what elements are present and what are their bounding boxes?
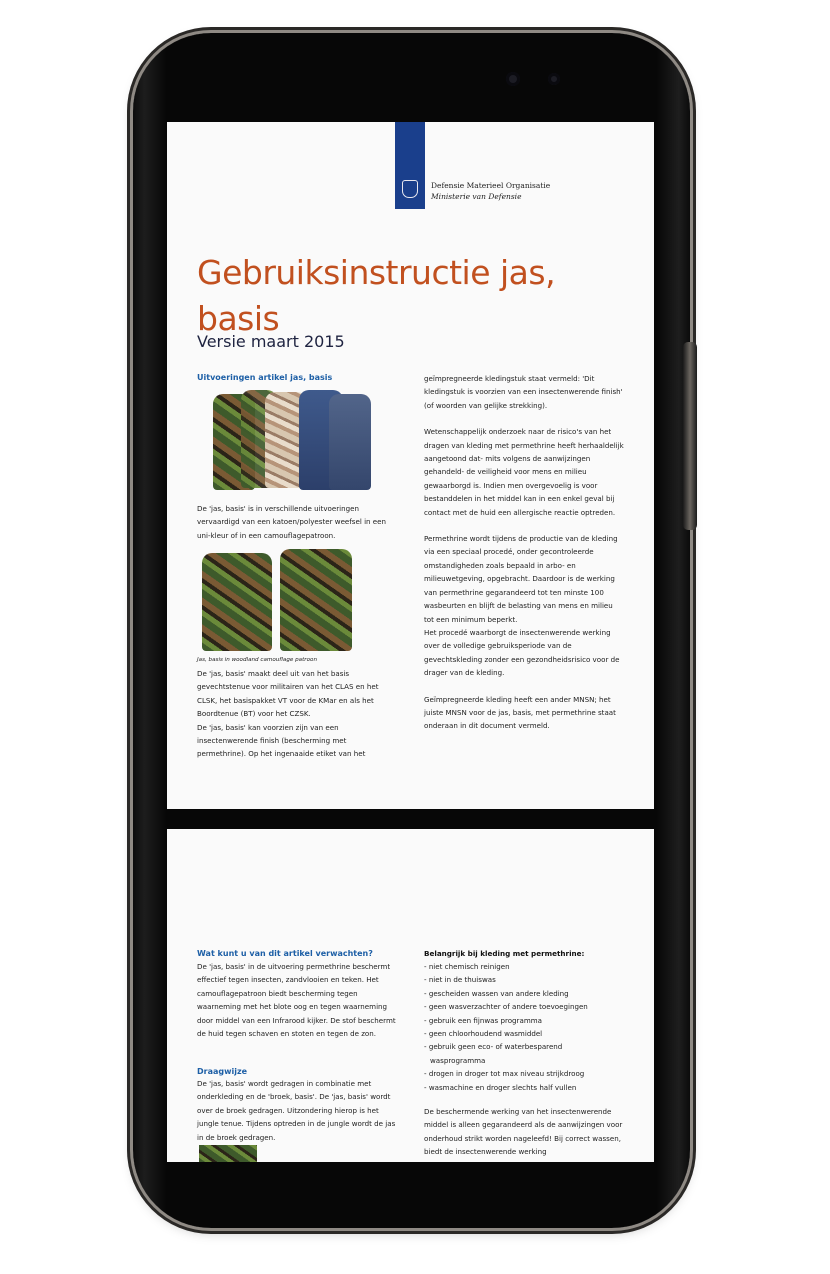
closing-text: De beschermende werking van het insectenwerende middel is alleen gegarandeerd als de aanwijzingen voor onderhoud strikt worden nageleefd! Bij correct wassen, biedt de insectenwerende werking [424,1107,623,1157]
paragraph: Permethrine wordt tijdens de productie van de kleding via een speciaal procedé, onder gecontroleerde omstandigheden zoals bepaald in arbo- en milieuwetgeving, opgebracht. Daardoor is de werking van permethrine gegarandeerd tot ten minste 100 wasbeurten en blijft de belasting van mens en milieu tot een minimum beperkt. [424,534,618,624]
paragraph: Het procedé waarborgt de insectenwerende werking over de volledige gebruiksperiode van de gevechtskleding zonder een gezondheidsrisico voor de drager van de kleding. [424,627,620,678]
paragraph: De 'jas, basis' kan voorzien zijn van een insectenwerende finish (bescherming met permethrine). Op het ingenaaide etiket van het [197,722,366,759]
title-line-1: Gebruiksinstructie jas, [197,253,556,292]
list-item: - wasmachine en droger slechts half vullen [424,1082,577,1092]
list-item: - drogen in droger tot max niveau strijkdroog [424,1069,585,1079]
wear-text: De 'jas, basis' wordt gedragen in combinatie met onderkleding en de 'broek, basis'. De 'jas, basis' wordt over de broek gedragen. Uitzondering hierop is het jungle tenue. Tijdens optreden in de jungle wordt de jas in de broek gedragen. [197,1079,396,1142]
list-item: - niet in de thuiswas [424,975,496,985]
versions-text-2 [197,667,397,761]
jacket-blue [329,394,371,490]
side-button[interactable] [683,342,697,530]
list-item: - geen chloorhoudend wasmiddel [424,1029,543,1039]
right-column [424,372,624,746]
version-subtitle: Versie maart 2015 [197,332,345,351]
org-name: Defensie Materieel Organisatie [431,181,551,190]
sensor-icon [548,73,560,85]
jackets-photo [207,386,373,498]
photo-caption: Jas, basis in woodland camouflage patroon [197,657,317,663]
ministry-name: Ministerie van Defensie [431,192,522,201]
paragraph: geïmpregneerde kledingstuk staat vermeld: 'Dit kledingstuk is voorzien van een insectenwerende finish' (of woorden van gelijke strekking). [424,374,623,410]
woodland-jacket-front [202,553,272,651]
jungle-photo [199,1145,257,1162]
list-item: - geen wasverzachter of andere toevoegingen [424,1002,588,1012]
list-item: - gebruik geen eco- of waterbesparend [424,1042,563,1052]
list-item: - gescheiden wassen van andere kleding [424,988,569,998]
versions-heading: Uitvoeringen artikel jas, basis [197,373,333,382]
document-page-2[interactable] [167,829,654,1162]
versions-text: De 'jas, basis' is in verschillende uitvoeringen vervaardigd van een katoen/polyester weefsel in een uni-kleur of in een camouflagepatroon. [197,504,387,540]
org-header [431,180,550,202]
document-page-1[interactable] [167,122,654,809]
woodland-jacket-back [280,549,352,651]
paragraph: Geïmpregneerde kleding heeft een ander MNSN; het juiste MNSN voor de jas, basis, met permethrine staat onderaan in dit document vermeld. [424,694,616,731]
expect-text: De 'jas, basis' in de uitvoering permethrine beschermt effectief tegen insecten, zandvlooien en teken. Het camouflagepatroon biedt bescherming tegen waarneming met het blote oog en tegen waarneming door middel van een Infrarood kijker. De stof beschermt de huid tegen schaven en stoten en tegen de zon. [197,962,396,1039]
expect-heading: Wat kunt u van dit artikel verwachten? [197,949,373,958]
list-item: - gebruik een fijnwas programma [424,1015,542,1025]
paragraph: Wetenschappelijk onderzoek naar de risico's van het dragen van kleding met permethrine heeft herhaaldelijk aangetoond dat- mits volgens de aanwijzingen gehandeld- de veiligheid voor mens en milieu gewaarborgd is. Indien men overgevoelig is voor bestanddelen in het middel kan in een enkel geval bij contact met de huid een allergische reactie optreden. [424,427,624,517]
paragraph: De 'jas, basis' maakt deel uit van het basis gevechtstenue voor militairen van het CLAS en het CLSK, het basispakket VT voor de KMar en als het Boordtenue (BT) voor het CZSK. [197,669,379,719]
list-item: - niet chemisch reinigen [424,962,510,971]
important-list [424,960,634,1094]
camera-icon [506,72,520,86]
title-line-2: basis [197,299,280,338]
wear-heading: Draagwijze [197,1067,248,1076]
page-title [197,250,555,342]
important-heading: Belangrijk bij kleding met permethrine: [424,949,585,958]
list-item: wasprogramma [430,1055,486,1065]
woodland-jackets-photo [202,549,352,653]
crest-icon [402,180,418,198]
